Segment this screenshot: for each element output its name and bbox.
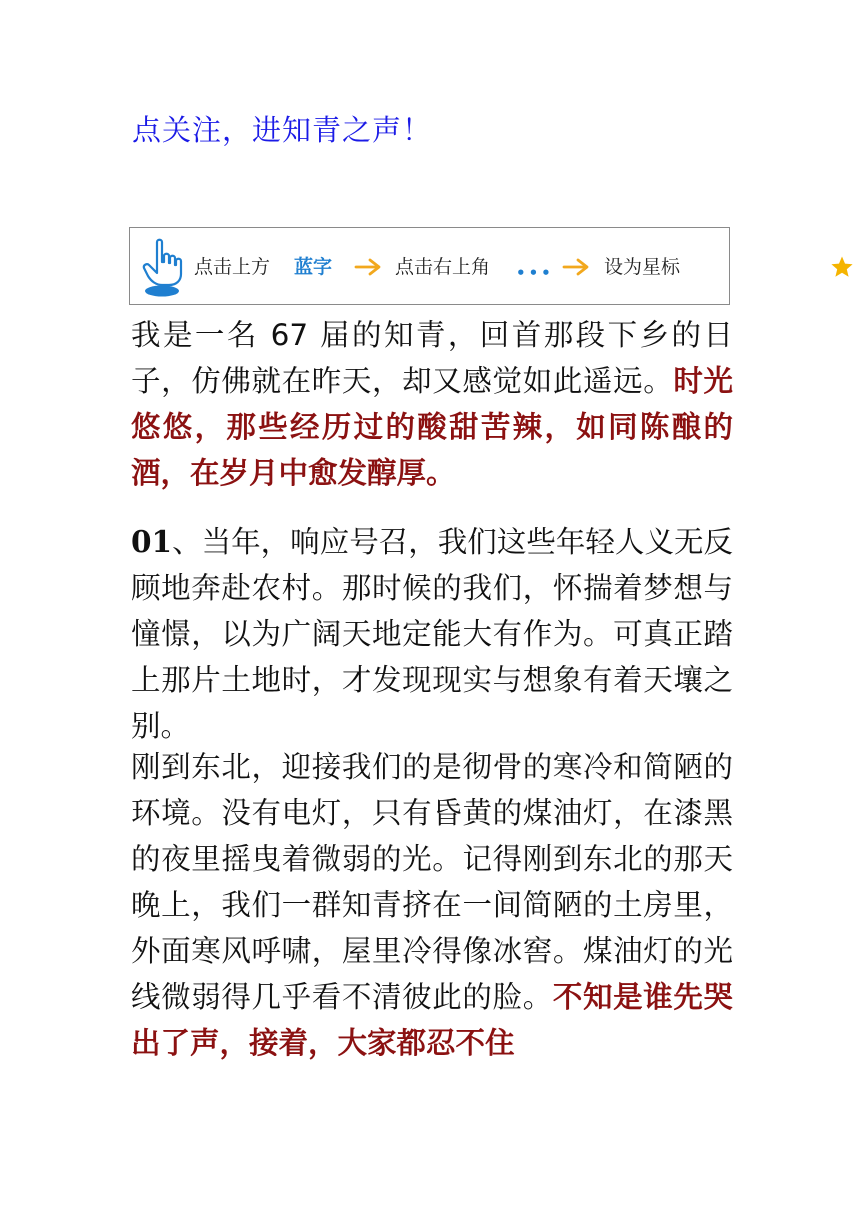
northeast-paragraph xyxy=(131,744,733,1066)
banner-step3-label: 设为星标 xyxy=(604,256,681,278)
arrow-right-icon xyxy=(562,258,590,276)
northeast-text: 刚到东北，迎接我们的是彻骨的寒冷和简陋的环境。没有电灯，只有昏黄的煤油灯，在漆黑的夜里摇曳着微弱的光。记得刚到东北的那天晚上，我们一群知青挤在一间简陋的土房里，外面寒风呼啸，屋里冷得像冰窖。煤油灯的光线微弱得几乎看不清彼此的脸。 xyxy=(131,750,733,1014)
section-01-text: 、当年，响应号召，我们这些年轻人义无反顾地奔赴农村。那时候的我们，怀揣着梦想与憧憬，以为广阔天地定能大有作为。可真正踏上那片土地时，才发现现实与想象有着天壤之别。 xyxy=(131,525,733,743)
banner-step1-label: 点击上方 xyxy=(194,256,271,278)
arrow-right-icon xyxy=(354,258,382,276)
banner-blue-text-link[interactable]: 蓝字 xyxy=(294,256,333,278)
intro-highlight: 时光悠悠，那些经历过的酸甜苦辣，如同陈酿的酒，在岁月中愈发醇厚。 xyxy=(131,363,733,490)
banner-step2-label: 点击右上角 xyxy=(395,256,491,278)
hand-pointer-icon xyxy=(140,236,184,298)
follow-instruction-banner[interactable] xyxy=(129,227,730,305)
section-number: 01 xyxy=(131,524,173,559)
star-icon xyxy=(830,255,854,279)
section-01-paragraph xyxy=(131,519,733,749)
intro-text-cont: 届的知青，回首那段下乡的日子，仿佛就在昨天，却又感觉如此遥远。 xyxy=(131,318,733,398)
intro-paragraph xyxy=(131,312,733,496)
intro-text: 我是一名 xyxy=(131,318,259,352)
follow-prompt: 点关注，进知青之声！ xyxy=(132,113,433,147)
intro-year: 67 xyxy=(270,318,309,352)
more-dots-icon: ••• xyxy=(516,264,554,282)
northeast-highlight: 不知是谁先哭出了声，接着，大家都忍不住 xyxy=(131,979,733,1060)
